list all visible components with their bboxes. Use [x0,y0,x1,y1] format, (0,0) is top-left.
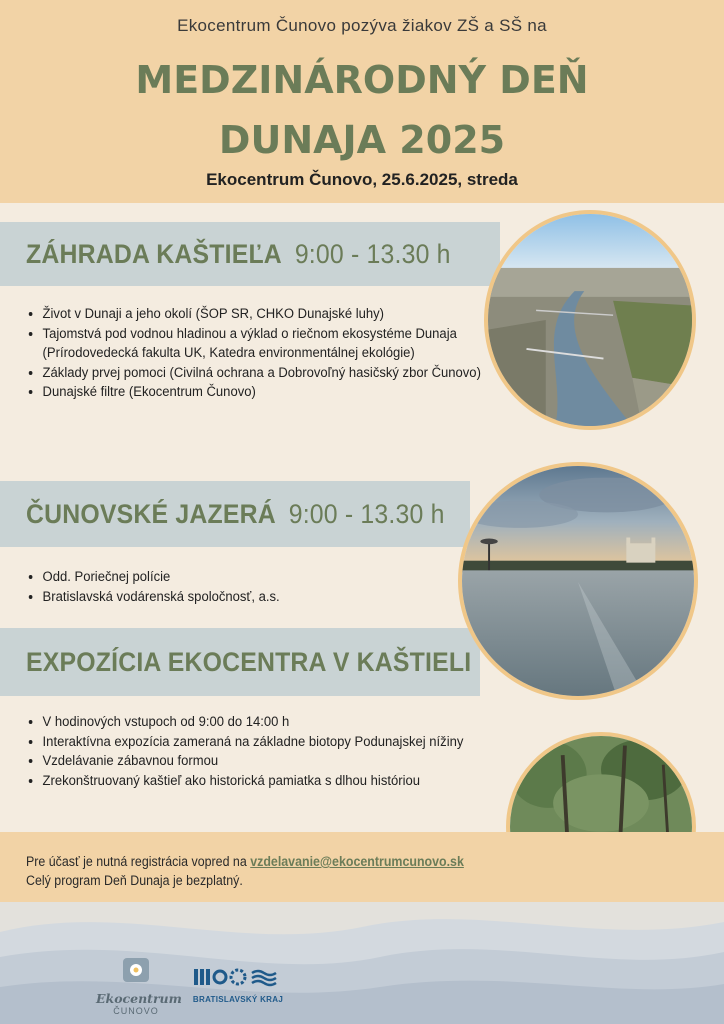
list-item: • Vzdelávanie zábavnou formou [43,752,503,772]
registration-line-2: Celý program Deň Dunaja je bezplatný. [26,873,243,888]
photo-bratislava-aerial [484,210,696,430]
title-line-2: DUNAJA 2025 [218,118,506,162]
section-band-zahrada [0,222,500,286]
registration-email-link[interactable]: vzdelavanie@ekocentrumcunovo.sk [250,854,464,869]
aerial-image [488,214,692,426]
list-item: • Odd. Poriečnej polície [43,568,429,588]
event-date: Ekocentrum Čunovo, 25.6.2025, streda [206,170,518,189]
photo-danube-sunset [458,462,698,700]
section-title-text: ČUNOVSKÉ JAZERÁ [26,499,276,529]
bratislavsky-kraj-emblem-icon [192,966,284,988]
list-item: • Život v Dunaji a jeho okolí (ŠOP SR, CHKO Dunajské luhy) [43,305,494,325]
ekocentrum-logo [96,956,182,1016]
section-title-expozicia [26,628,471,696]
section-time: 9:00 - 13.30 h [294,239,451,269]
page-title [0,50,724,170]
section-title-zahrada [26,222,451,286]
list-item: • Zrekonštruovaný kaštieľ ako historická pamiatka s dlhou históriou [43,772,503,792]
section-list-zahrada [26,305,493,403]
registration-text [26,852,464,890]
list-item: • Základy prvej pomoci (Civilná ochrana a Dobrovoľný hasičský zbor Čunovo) [43,364,494,384]
bratislavsky-kraj-logo-name: BRATISLAVSKÝ KRAJ [192,995,284,1004]
section-list-jazera [26,568,429,607]
invite-text: Ekocentrum Čunovo pozýva žiakov ZŠ a SŠ na [177,16,547,35]
list-item: • Interaktívna expozícia zameraná na základne biotopy Podunajskej nížiny [43,733,503,753]
section-band-jazera [0,481,470,547]
registration-label: Pre účasť je nutná registrácia vopred na [26,854,251,869]
section-list-expozicia [26,713,503,791]
bratislavsky-kraj-logo [190,966,286,1004]
ekocentrum-logo-sub: ČUNOVO [113,1006,159,1016]
section-time: 9:00 - 13.30 h [288,499,445,529]
section-title-jazera [26,481,445,547]
ekocentrum-emblem-icon [121,956,151,984]
section-title-text: EXPOZÍCIA EKOCENTRA V KAŠTIELI [26,647,472,677]
registration-line-1 [26,852,464,871]
list-item: • Tajomstvá pod vodnou hladinou a výklad o riečnom ekosystéme Dunaja (Prírodovedecká fakulta UK, Katedra environmentálnej ekológie) [43,325,494,364]
title-line-1: MEDZINÁRODNÝ DEŇ [135,58,589,102]
registration-band [0,832,724,902]
sunset-image [462,466,694,696]
list-item: • Bratislavská vodárenská spoločnosť, a.s. [43,588,429,608]
ekocentrum-logo-name: Ekocentrum [96,991,182,1006]
section-title-text: ZÁHRADA KAŠTIEĽA [26,239,282,269]
list-item: • V hodinových vstupoch od 9:00 do 14:00 h [43,713,503,733]
header-banner [0,0,724,203]
list-item: • Dunajské filtre (Ekocentrum Čunovo) [43,383,494,403]
section-band-expozicia [0,628,480,696]
